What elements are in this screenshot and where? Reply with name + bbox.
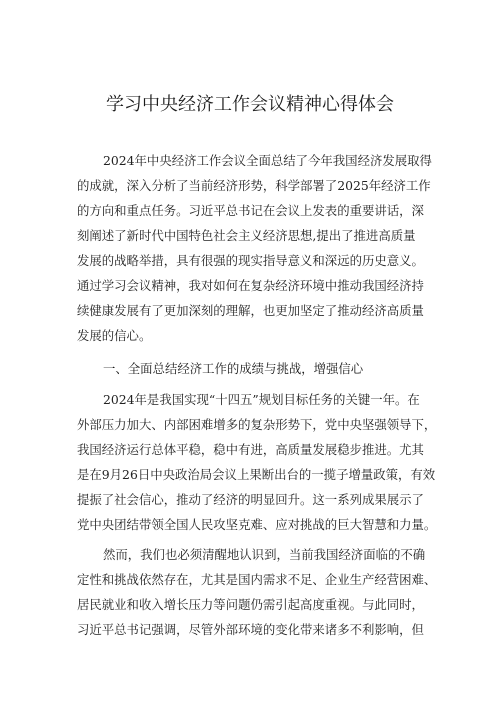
paragraph-line: 2024年是我国实现“十四五”规划目标任务的关键一年。在 [103, 392, 420, 407]
paragraph-line: 刻阐述了新时代中国特色社会主义经济思想,提出了推进高质量 [77, 228, 416, 243]
paragraph-line: 发展的战略举措，具有很强的现实指导意义和深远的历史意义。 [77, 253, 424, 268]
paragraph-line: 习近平总书记强调，尽管外部环境的变化带来诸多不利影响，但 [77, 622, 424, 637]
section-heading: 一、全面总结经济工作的成绩与挑战，增强信心 [103, 361, 364, 376]
paragraph-line: 外部压力加大、内部困难增多的复杂形势下，党中央坚强领导下， [77, 417, 437, 432]
paragraph-line: 发展的信心。 [77, 328, 152, 343]
paragraph-line: 续健康发展有了更加深刻的理解，也更加坚定了推动经济高质量 [77, 303, 424, 318]
paragraph-line: 的方向和重点任务。习近平总书记在会议上发表的重要讲话，深 [77, 203, 424, 218]
paragraph-line: 2024年中央经济工作会议全面总结了今年我国经济发展取得 [103, 153, 432, 168]
paragraph-line: 我国经济运行总体平稳，稳中有进，高质量发展稳步推进。尤其 [77, 442, 424, 457]
paragraph-line: 提振了社会信心，推动了经济的明显回升。这一系列成果展示了 [77, 492, 424, 507]
paragraph-line: 是在9月26日中央政治局会议上果断出台的一揽子增量政策，有效 [77, 467, 436, 482]
paragraph-line: 通过学习会议精神，我对如何在复杂经济环境中推动我国经济持 [77, 278, 424, 293]
paragraph-line: 居民就业和收入增长压力等问题仍需引起高度重视。与此同时， [77, 597, 424, 612]
paragraph-line: 定性和挑战依然存在，尤其是国内需求不足、企业生产经营困难、 [77, 572, 437, 587]
paragraph-line: 党中央团结带领全国人民攻坚克难、应对挑战的巨大智慧和力量。 [77, 517, 437, 532]
paragraph-line: 然而，我们也必须清醒地认识到，当前我国经济面临的不确 [103, 547, 426, 562]
document-title: 学习中央经济工作会议精神心得体会 [106, 94, 394, 115]
paragraph-line: 的成就，深入分析了当前经济形势，科学部署了2025年经济工作 [77, 178, 431, 193]
